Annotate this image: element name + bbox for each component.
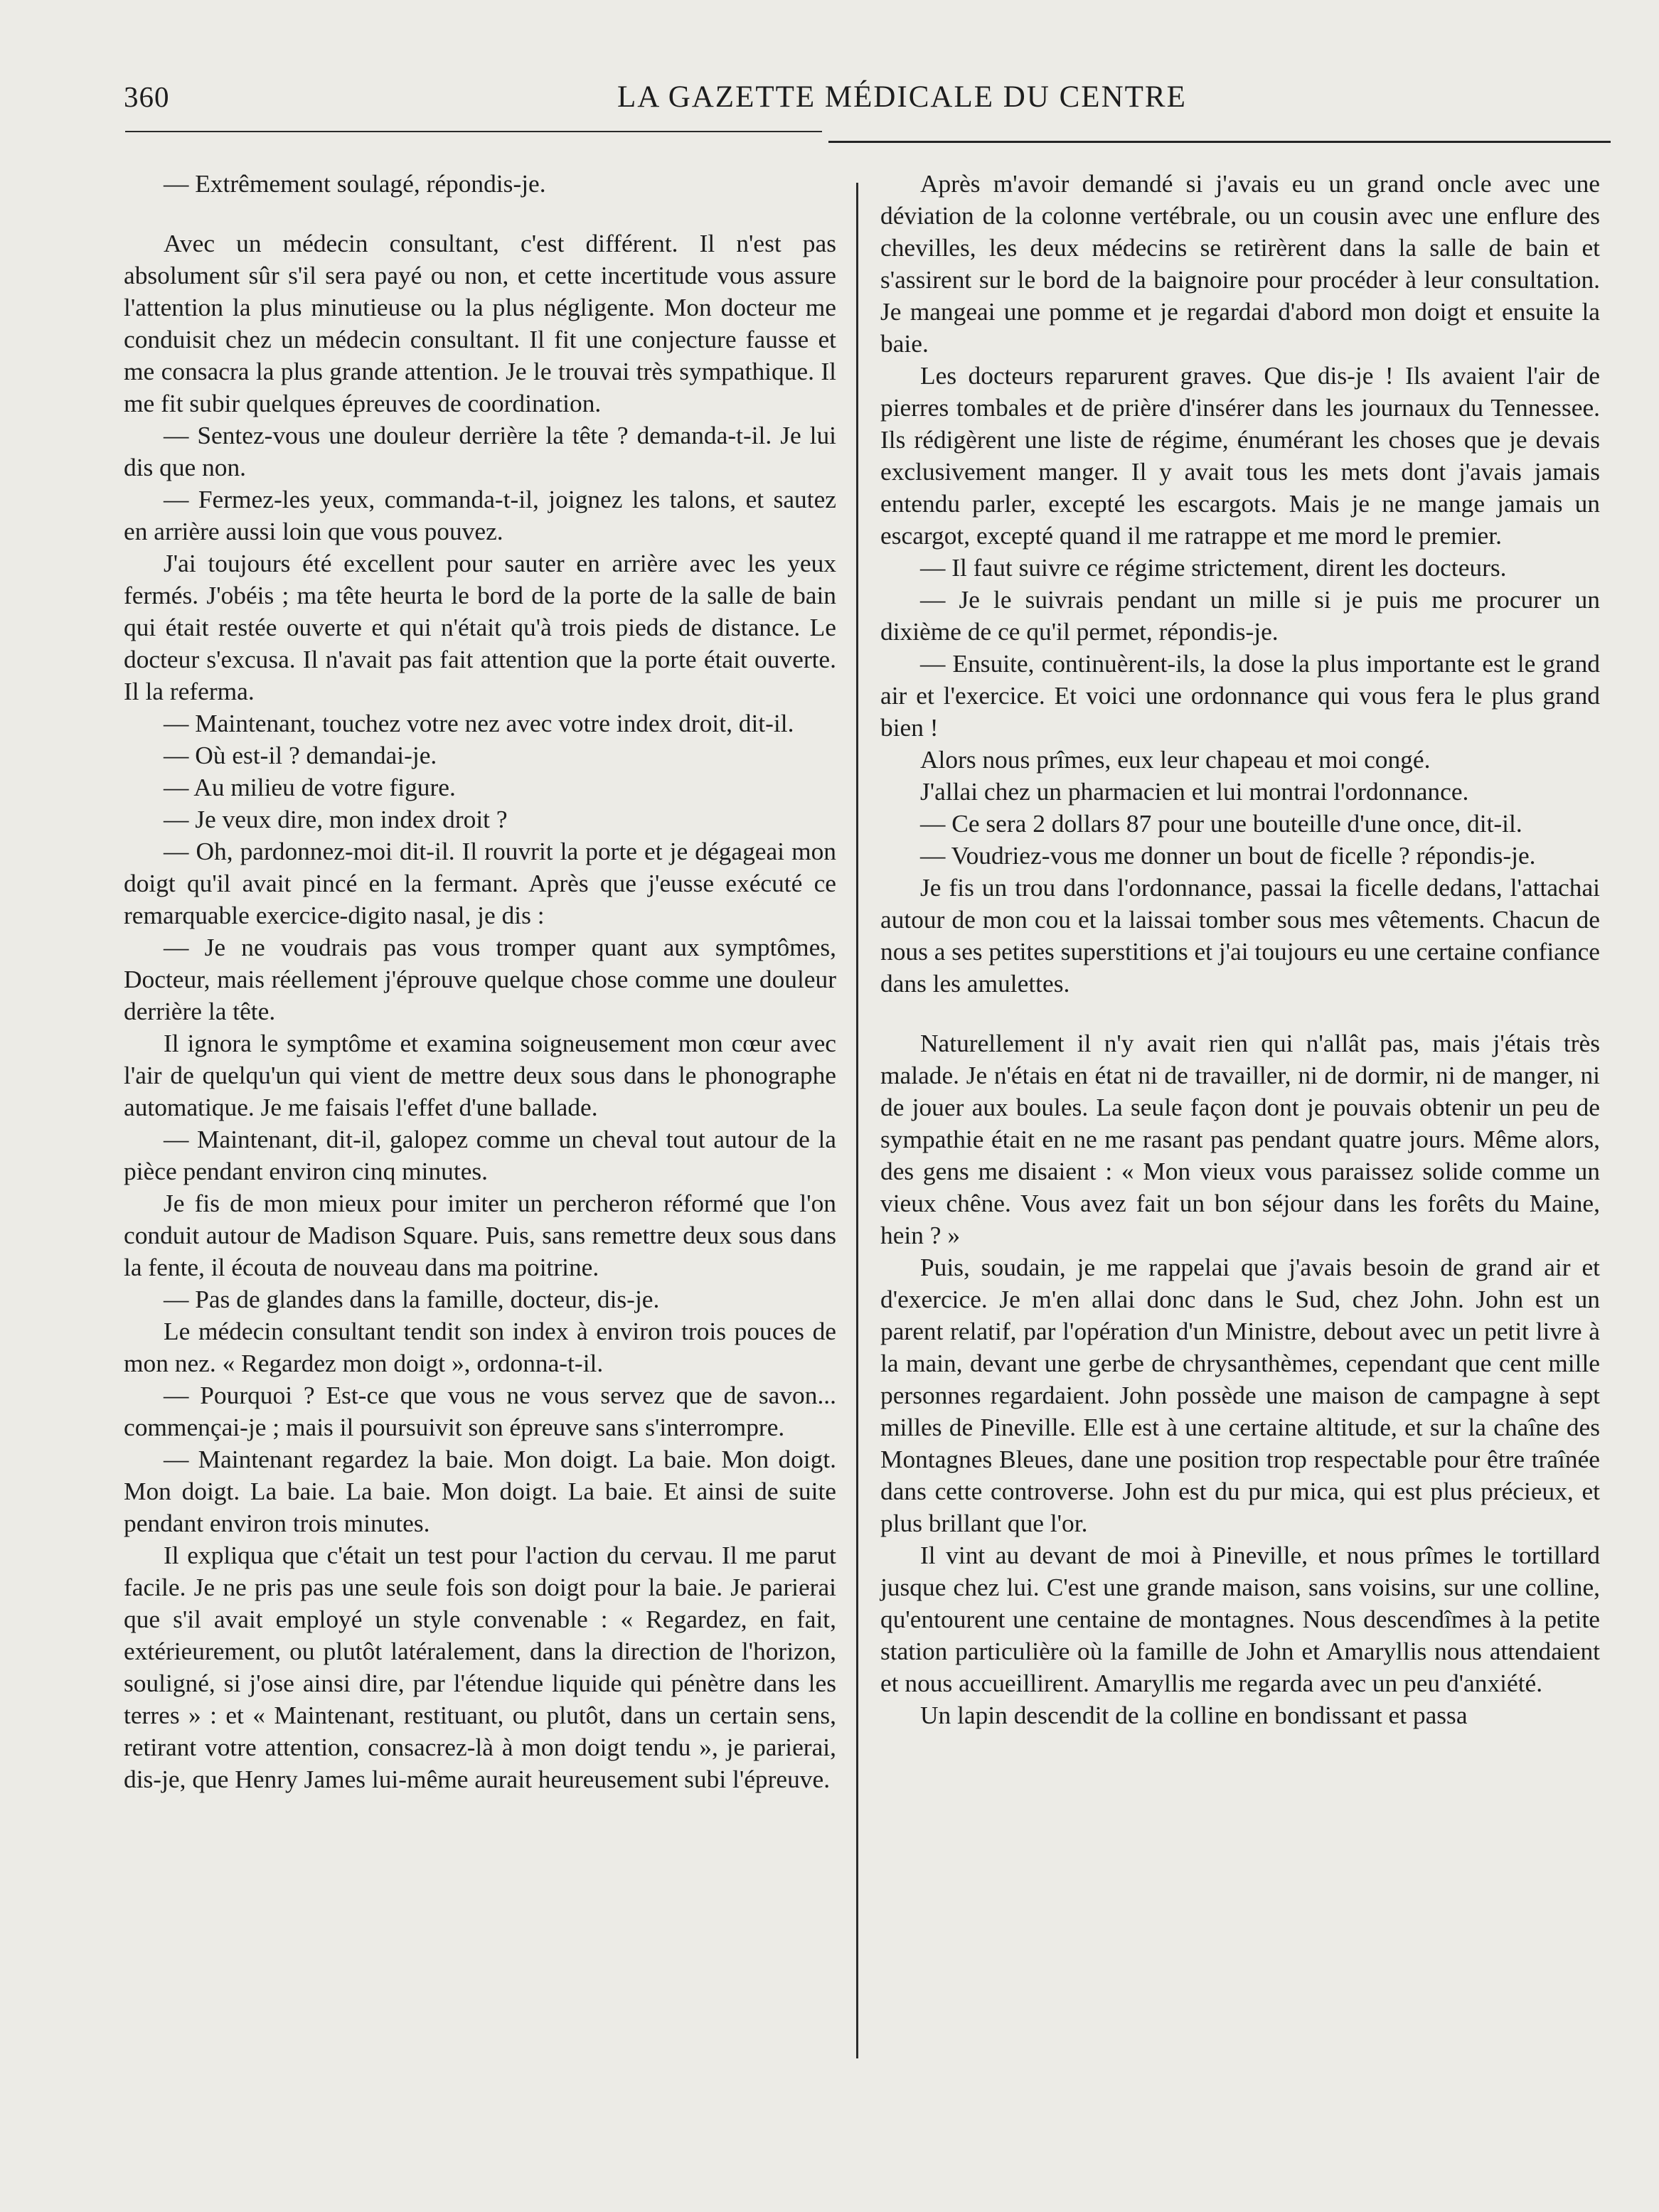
right-paragraph-3: — Il faut suivre ce régime strictement, dirent les docteurs. [920,553,1507,582]
header-rule-right [828,141,1611,143]
left-paragraph-11: — Je ne voudrais pas vous tromper quant aux symptômes, Docteur, mais réellement j'éprouve quelque chose comme une douleur derrière la tête. [124,933,836,1025]
page-number: 360 [124,80,170,113]
left-paragraph-10: — Oh, pardonnez-moi dit-il. Il rouvrit la porte et je dégageai mon doigt qu'il avait pincé en la fermant. Après que j'eusse exécuté ce remarquable exercice-digito nasal, je dis : [124,837,836,929]
right-paragraph-10: Je fis un trou dans l'ordonnance, passai la ficelle dedans, l'attachai autour de mon cou et la laissai tomber sous mes vêtements. Chacun de nous a ses petites superstitions et j'ai toujours eu une certaine confiance dans les amulettes. [880,873,1600,998]
right-paragraph-8: — Ce sera 2 dollars 87 pour une bouteille d'une once, dit-il. [920,809,1522,838]
left-paragraph-1: — Extrêmement soulagé, répondis-je. [164,169,546,198]
right-paragraph-9: — Voudriez-vous me donner un bout de ficelle ? répondis-je. [920,841,1536,870]
left-paragraph-18: — Maintenant regardez la baie. Mon doigt. La baie. Mon doigt. Mon doigt. La baie. La baie. Mon doigt. La baie. Et ainsi de suite pendant environ trois minutes. [124,1445,836,1537]
right-paragraph-2: Les docteurs reparurent graves. Que dis-je ! Ils avaient l'air de pierres tombales et de prière d'insérer dans les journaux du Tennessee. Ils rédigèrent une liste de régime, énumérant les choses que je devais exclusivement manger. Il y avait tous les mets dont j'avais jamais entendu parler, excepté les escargots. Mais je ne mange jamais un escargot, excepté quand il me ratrappe et me mord le premier. [880,361,1600,550]
left-paragraph-7: — Où est-il ? demandai-je. [164,741,437,769]
right-paragraph-6: Alors nous prîmes, eux leur chapeau et moi congé. [920,745,1431,774]
right-paragraph-4: — Je le suivrais pendant un mille si je puis me procurer un dixième de ce qu'il permet, répondis-je. [880,585,1600,646]
left-paragraph-15: — Pas de glandes dans la famille, docteur, dis-je. [164,1285,660,1313]
column-divider [856,183,858,2058]
left-paragraph-14: Je fis de mon mieux pour imiter un percheron réformé que l'on conduit autour de Madison Square. Puis, sans remettre deux sous dans la fente, il écouta de nouveau dans ma poitrine. [124,1189,836,1281]
left-paragraph-9: — Je veux dire, mon index droit ? [164,805,508,833]
header-rule-left [125,131,822,132]
right-paragraph-14: Un lapin descendit de la colline en bondissant et passa [920,1701,1468,1729]
left-paragraph-8: — Au milieu de votre figure. [164,773,456,801]
right-paragraph-5: — Ensuite, continuèrent-ils, la dose la plus importante est le grand air et l'exercice. Et voici une ordonnance qui vous fera le plus grand bien ! [880,649,1600,742]
right-paragraph-11: Naturellement il n'y avait rien qui n'allât pas, mais j'étais très malade. Je n'étais en état ni de travailler, ni de dormir, ni de manger, ni de jouer aux boules. La seule façon dont je pouvais obtenir un peu de sympathie était en ne me rasant pas pendant quatre jours. Même alors, des gens me disaient : « Mon vieux vous paraissez solide comme un vieux chêne. Vous avez fait un bon séjour dans les forêts du Maine, hein ? » [880,1029,1600,1249]
right-paragraph-1: Après m'avoir demandé si j'avais eu un grand oncle avec une déviation de la colonne vertébrale, ou un cousin avec une enflure des chevilles, les deux médecins se retirèrent dans la salle de bain et s'assirent sur le bord de la baignoire pour procéder à leur consultation. Je mangeai une pomme et je regardai d'abord mon doigt et ensuite la baie. [880,169,1600,358]
right-paragraph-13: Il vint au devant de moi à Pineville, et nous prîmes le tortillard jusque chez lui. C'est une grande maison, sans voisins, sur une colline, qu'entourent une centaine de montagnes. Nous descendîmes à la petite station particulière où la famille de John et Amaryllis nous attendaient et nous accueillirent. Amaryllis me regarda avec un peu d'anxiété. [880,1541,1600,1697]
left-paragraph-4: — Fermez-les yeux, commanda-t-il, joignez les talons, et sautez en arrière aussi loin que vous pouvez. [124,485,836,545]
left-column [124,168,836,1795]
left-paragraph-2: Avec un médecin consultant, c'est différent. Il n'est pas absolument sûr s'il sera payé ou non, et cette incertitude vous assure l'attention la plus minutieuse ou la plus négligente. Mon docteur me conduisit chez un médecin consultant. Il fit une conjecture fausse et me consacra la plus grande attention. Je le trouvai très sympathique. Il me fit subir quelques épreuves de coordination. [124,229,836,417]
right-paragraph-12: Puis, soudain, je me rappelai que j'avais besoin de grand air et d'exercice. Je m'en allai donc dans le Sud, chez John. John est un parent relatif, par l'opération d'un Ministre, debout avec un petit livre à la main, devant une gerbe de chrysanthèmes, cependant que cent mille personnes regardaient. John possède une maison de campagne à sept milles de Pineville. Elle est à une certaine altitude, et sur la chaîne des Montagnes Bleues, dane une position trop respectable pour être traînée dans cette controverse. John est du pur mica, qui est plus précieux, et plus brillant que l'or. [880,1253,1600,1537]
left-paragraph-16: Le médecin consultant tendit son index à environ trois pouces de mon nez. « Regardez mon doigt », ordonna-t-il. [124,1317,836,1377]
left-paragraph-6: — Maintenant, touchez votre nez avec votre index droit, dit-il. [164,709,794,737]
running-header-title: LA GAZETTE MÉDICALE DU CENTRE [617,80,1187,114]
left-paragraph-17: — Pourquoi ? Est-ce que vous ne vous servez que de savon... commençai-je ; mais il poursuivit son épreuve sans s'interrompre. [124,1381,836,1441]
left-paragraph-3: — Sentez-vous une douleur derrière la tête ? demanda-t-il. Je lui dis que non. [124,421,836,481]
left-paragraph-19: Il expliqua que c'était un test pour l'action du cervau. Il me parut facile. Je ne pris pas une seule fois son doigt pour la baie. Je parierai que s'il avait employé un style convenable : « Regardez, en fait, extérieurement, ou plutôt latéralement, dans la direction de l'horizon, souligné, si j'ose ainsi dire, par l'étendue liquide qui pénètre dans les terres » : et « Maintenant, restituant, ou plutôt, dans un certain sens, retirant votre attention, consacrez-là à mon doigt tendu », je parierai, dis-je, que Henry James lui-même aurait heureusement subi l'épreuve. [124,1541,836,1793]
left-paragraph-5: J'ai toujours été excellent pour sauter en arrière avec les yeux fermés. J'obéis ; ma tête heurta le bord de la porte de la salle de bain qui était restée ouverte et qui n'était qu'à trois pieds de distance. Le docteur s'excusa. Il n'avait pas fait attention que la porte était ouverte. Il la referma. [124,549,836,705]
right-paragraph-7: J'allai chez un pharmacien et lui montrai l'ordonnance. [920,777,1469,806]
left-paragraph-12: Il ignora le symptôme et examina soigneusement mon cœur avec l'air de quelqu'un qui vient de mettre deux sous dans le phonographe automatique. Je me faisais l'effet d'une ballade. [124,1029,836,1121]
right-column [880,168,1600,1731]
left-paragraph-13: — Maintenant, dit-il, galopez comme un cheval tout autour de la pièce pendant environ cinq minutes. [124,1125,836,1185]
